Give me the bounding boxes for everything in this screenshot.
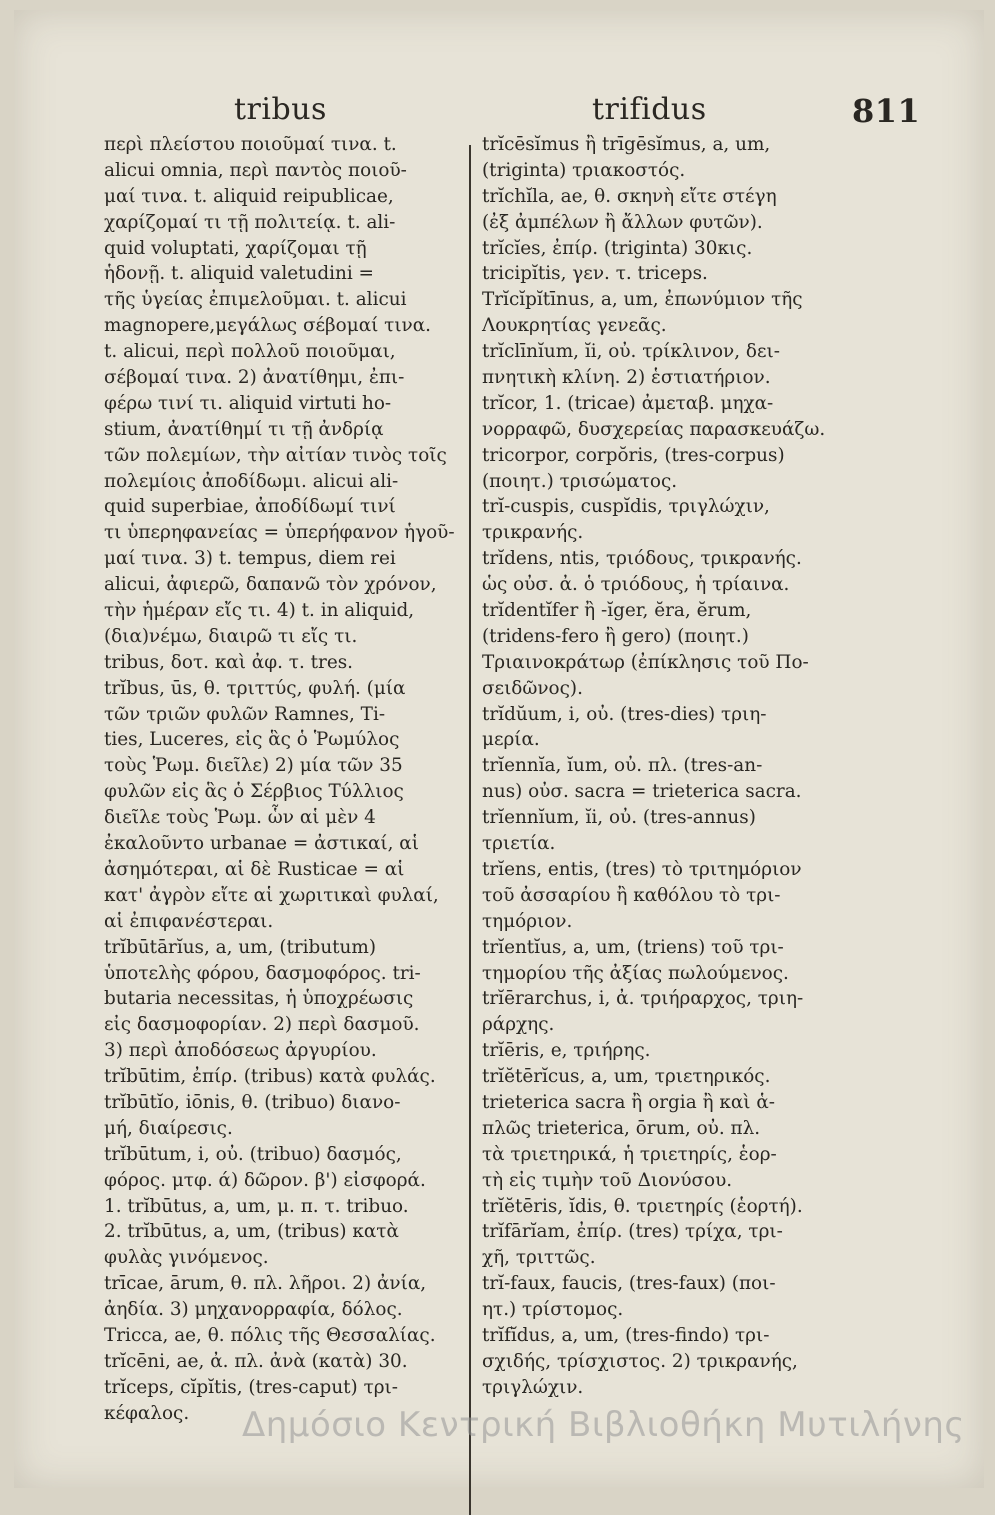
entry-line: 2. trĭbūtus, a, um, (tribus) κατὰ — [104, 1221, 399, 1243]
entry-line: tricipĭtis, γεν. τ. triceps. — [482, 263, 708, 285]
entry-line: κέφαλος. — [104, 1402, 190, 1424]
entry-line: ὡς οὐσ. ἀ. ὁ τριόδους, ἡ τρίαινα. — [482, 574, 790, 596]
entry-line: τι ὑπερηφανείας = ὑπερήφανον ἡγοῦ- — [104, 522, 455, 544]
entry-line: trĭērarchus, i, ἀ. τριήραρχος, τριη- — [482, 988, 804, 1010]
entry-line: τῆς ὑγείας ἐπιμελοῦμαι. t. alicui — [104, 289, 407, 311]
entry-line: ητ.) τρίστομος. — [482, 1299, 624, 1321]
entry-line: ἀσημότεραι, αἱ δὲ Rusticae = αἱ — [104, 858, 405, 880]
entry-line: trĭdŭum, i, οὐ. (tres-dies) τριη- — [482, 703, 767, 725]
entry-line: ἀηδία. 3) μηχανορραφία, δόλος. — [104, 1299, 403, 1321]
entry-line: t. alicui, περὶ πολλοῦ ποιοῦμαι, — [104, 341, 396, 363]
entry-line: tricorpor, corpŏris, (tres-corpus) — [482, 444, 785, 466]
entry-line: Τριαινοκράτωρ (ἐπίκλησις τοῦ Πο- — [482, 651, 809, 673]
entry-line: quid superbiae, ἀποδίδωμί τινί — [104, 496, 396, 518]
entry-line: τριετία. — [482, 833, 556, 855]
entry-line: τριγλώχιν. — [482, 1376, 584, 1398]
entry-line: trĭcor, 1. (tricae) ἀμεταβ. μηχα- — [482, 392, 774, 414]
entry-line: trĭĕtērĭcus, a, um, τριετηρικός. — [482, 1066, 771, 1088]
entry-line: ράρχης. — [482, 1014, 555, 1036]
entry-line: trĭennĭa, ĭum, οὐ. πλ. (tres-an- — [482, 755, 763, 777]
header-left-guideword: tribus — [234, 92, 327, 127]
entry-line: φόρος. μτφ. ά) δῶρον. β') εἰσφορά. — [104, 1169, 426, 1191]
entry-line: αἱ ἐπιφανέστεραι. — [104, 910, 274, 932]
entry-line: trĭbūtum, i, οὐ. (tribuo) δασμός, — [104, 1143, 402, 1165]
entry-line: (δια)νέμω, διαιρῶ τι εἴς τι. — [104, 625, 358, 647]
entry-line: stium, ἀνατίθημί τι τῇ ἀνδρίᾳ — [104, 418, 384, 440]
entry-line: τῶν τριῶν φυλῶν Ramnes, Ti- — [104, 703, 386, 725]
entry-line: κατ' ἀγρὸν εἴτε αἱ χωριτικαὶ φυλαί, — [104, 884, 439, 906]
entry-line: trīcae, ārum, θ. πλ. λῆροι. 2) ἀνία, — [104, 1273, 427, 1295]
entry-line: alicui, ἀφιερῶ, δαπανῶ τὸν χρόνον, — [104, 574, 437, 596]
entry-line: σέβομαί τινα. 2) ἀνατίθημι, ἐπι- — [104, 367, 405, 389]
right-column — [482, 132, 962, 1401]
entry-line: trĭcēsĭmus ἢ trīgēsĭmus, a, um, — [482, 134, 771, 155]
entry-line: trĭbus, ūs, θ. τριττύς, φυλή. (μία — [104, 677, 406, 699]
entry-line: (ποιητ.) τρισώματος. — [482, 470, 678, 492]
entry-line: τὴ εἰς τιμὴν τοῦ Διονύσου. — [482, 1169, 733, 1191]
entry-line: trĭcĭes, ἐπίρ. (triginta) 30κις. — [482, 237, 753, 259]
entry-line: εἰς δασμοφορίαν. 2) περὶ δασμοῦ. — [104, 1014, 420, 1036]
entry-line: 3) περὶ ἀποδόσεως ἀργυρίου. — [104, 1040, 377, 1062]
entry-line: trĭĕtēris, ĭdis, θ. τριετηρίς (ἑορτή). — [482, 1195, 803, 1217]
entry-line: χῆ, τριττῶς. — [482, 1247, 596, 1269]
entry-line: nus) οὐσ. sacra = trieterica sacra. — [482, 781, 802, 803]
entry-line: trĭdens, ntis, τριόδους, τρικρανής. — [482, 548, 802, 570]
entry-line: trĭens, entis, (tres) τὸ τριτημόριον — [482, 858, 802, 880]
entry-line: trĭēris, e, τριήρης. — [482, 1040, 651, 1062]
entry-line: Tricca, ae, θ. πόλις τῆς Θεσσαλίας. — [104, 1324, 436, 1346]
entry-line: περὶ πλείστου ποιοῦμαί τινα. t. — [104, 134, 397, 155]
column-divider — [469, 145, 471, 1515]
entry-line: τοῦ ἀσσαρίου ἢ καθόλου τὸ τρι- — [482, 884, 781, 906]
entry-line: φυλὰς γινόμενος. — [104, 1247, 269, 1269]
entry-line: 1. trĭbūtus, a, um, μ. π. τ. tribuo. — [104, 1195, 409, 1217]
page-number: 811 — [852, 92, 921, 130]
entry-line: νορραφῶ, δυσχερείας παρασκευάζω. — [482, 418, 826, 440]
entry-line: quid voluptati, χαρίζομαι τῇ — [104, 237, 367, 259]
entry-line: magnopere,μεγάλως σέβομαί τινα. — [104, 315, 431, 337]
entry-line: trĭfĭdus, a, um, (tres-findo) τρι- — [482, 1324, 770, 1346]
entry-line: trĭfārĭam, ἐπίρ. (tres) τρίχα, τρι- — [482, 1221, 783, 1243]
entry-line: τὰ τριετηρικά, ἡ τριετηρίς, ἑορ- — [482, 1143, 777, 1165]
entry-line: χαρίζομαί τι τῇ πολιτείᾳ. t. ali- — [104, 211, 396, 233]
entry-line: trĭdentĭfer ἢ -ĭger, ĕra, ĕrum, — [482, 600, 752, 622]
entry-line: τοὺς Ῥωμ. διεῖλε) 2) μία τῶν 35 — [104, 755, 403, 777]
entry-line: alicui omnia, περὶ παντὸς ποιοῦ- — [104, 159, 407, 181]
entry-line: φέρω τινί τι. aliquid virtuti ho- — [104, 392, 392, 414]
entry-line: τημόριον. — [482, 910, 573, 932]
entry-line: ties, Luceres, εἰς ἃς ὁ Ῥωμύλος — [104, 729, 400, 751]
entry-line: μαί τινα. 3) t. tempus, diem rei — [104, 548, 396, 570]
entry-line: trĭbūtim, ἐπίρ. (tribus) κατὰ φυλάς. — [104, 1066, 436, 1088]
entry-line: trĭennĭum, ĭi, οὐ. (tres-annus) — [482, 807, 756, 829]
entry-line: φυλῶν εἰς ἃς ὁ Σέρβιος Τύλλιος — [104, 781, 404, 803]
entry-line: τημορίου τῆς ἀξίας πωλούμενος. — [482, 962, 789, 984]
entry-line: tribus, δοτ. καὶ ἀφ. τ. tres. — [104, 651, 353, 673]
entry-line: trĭceps, cĭpĭtis, (tres-caput) τρι- — [104, 1376, 398, 1398]
entry-line: trĭbūtārĭus, a, um, (tributum) — [104, 936, 377, 958]
entry-line: μή, διαίρεσις. — [104, 1117, 233, 1139]
entry-line: (triginta) τριακοστός. — [482, 159, 686, 181]
entry-line: trĭcēni, ae, ἀ. πλ. ἀνὰ (κατὰ) 30. — [104, 1350, 408, 1372]
entry-line: (ἐξ ἀμπέλων ἢ ἄλλων φυτῶν). — [482, 211, 763, 233]
entry-line: Λουκρητίας γενεᾶς. — [482, 315, 667, 337]
entry-line: trieterica sacra ἢ orgia ἢ καὶ ἁ- — [482, 1091, 775, 1113]
entry-line: μερία. — [482, 729, 540, 751]
entry-line: ἡδονῇ. t. aliquid valetudini = — [104, 263, 374, 285]
library-watermark: Δημόσιο Κεντρική Βιβλιοθήκη Μυτιλήνης — [242, 1405, 965, 1445]
entry-line: σειδῶνος). — [482, 677, 583, 699]
header-right-guideword: trifidus — [592, 92, 707, 127]
left-column — [104, 132, 464, 1427]
entry-line: trĭbūtĭo, iōnis, θ. (tribuo) διανο- — [104, 1091, 401, 1113]
entry-line: trĭclīnĭum, ĭi, οὐ. τρίκλινον, δει- — [482, 341, 780, 363]
entry-line: πλῶς trieterica, ōrum, οὐ. πλ. — [482, 1117, 761, 1139]
entry-line: πνητικὴ κλίνη. 2) ἑστιατήριον. — [482, 367, 771, 389]
entry-line: Trĭcĭpĭtīnus, a, um, ἐπωνύμιον τῆς — [482, 289, 803, 311]
dictionary-page — [14, 10, 984, 1488]
entry-line: τὴν ἡμέραν εἴς τι. 4) t. in aliquid, — [104, 600, 415, 622]
entry-line: ἐκαλοῦντο urbanae = ἀστικαί, αἱ — [104, 833, 419, 855]
entry-line: trĭ-cuspis, cuspĭdis, τριγλώχιν, — [482, 496, 770, 518]
entry-line: τῶν πολεμίων, τὴν αἰτίαν τινὸς τοῖς — [104, 444, 447, 466]
entry-line: σχιδής, τρίσχιστος. 2) τρικρανής, — [482, 1350, 798, 1372]
entry-line: butaria necessitas, ἡ ὑποχρέωσις — [104, 988, 414, 1010]
entry-line: πολεμίοις ἀποδίδωμι. alicui ali- — [104, 470, 399, 492]
entry-line: trĭchĭla, ae, θ. σκηνὴ εἴτε στέγη — [482, 185, 777, 207]
entry-line: (tridens-fero ἢ gero) (ποιητ.) — [482, 625, 749, 647]
entry-line: μαί τινα. t. aliquid reipublicae, — [104, 185, 394, 207]
entry-line: τρικρανής. — [482, 522, 584, 544]
entry-line: διεῖλε τοὺς Ῥωμ. ὧν αἱ μὲν 4 — [104, 807, 376, 829]
entry-line: trĭentĭus, a, um, (triens) τοῦ τρι- — [482, 936, 784, 958]
entry-line: trĭ-faux, faucis, (tres-faux) (ποι- — [482, 1273, 776, 1295]
entry-line: ὑποτελὴς φόρου, δασμοφόρος. tri- — [104, 962, 421, 984]
